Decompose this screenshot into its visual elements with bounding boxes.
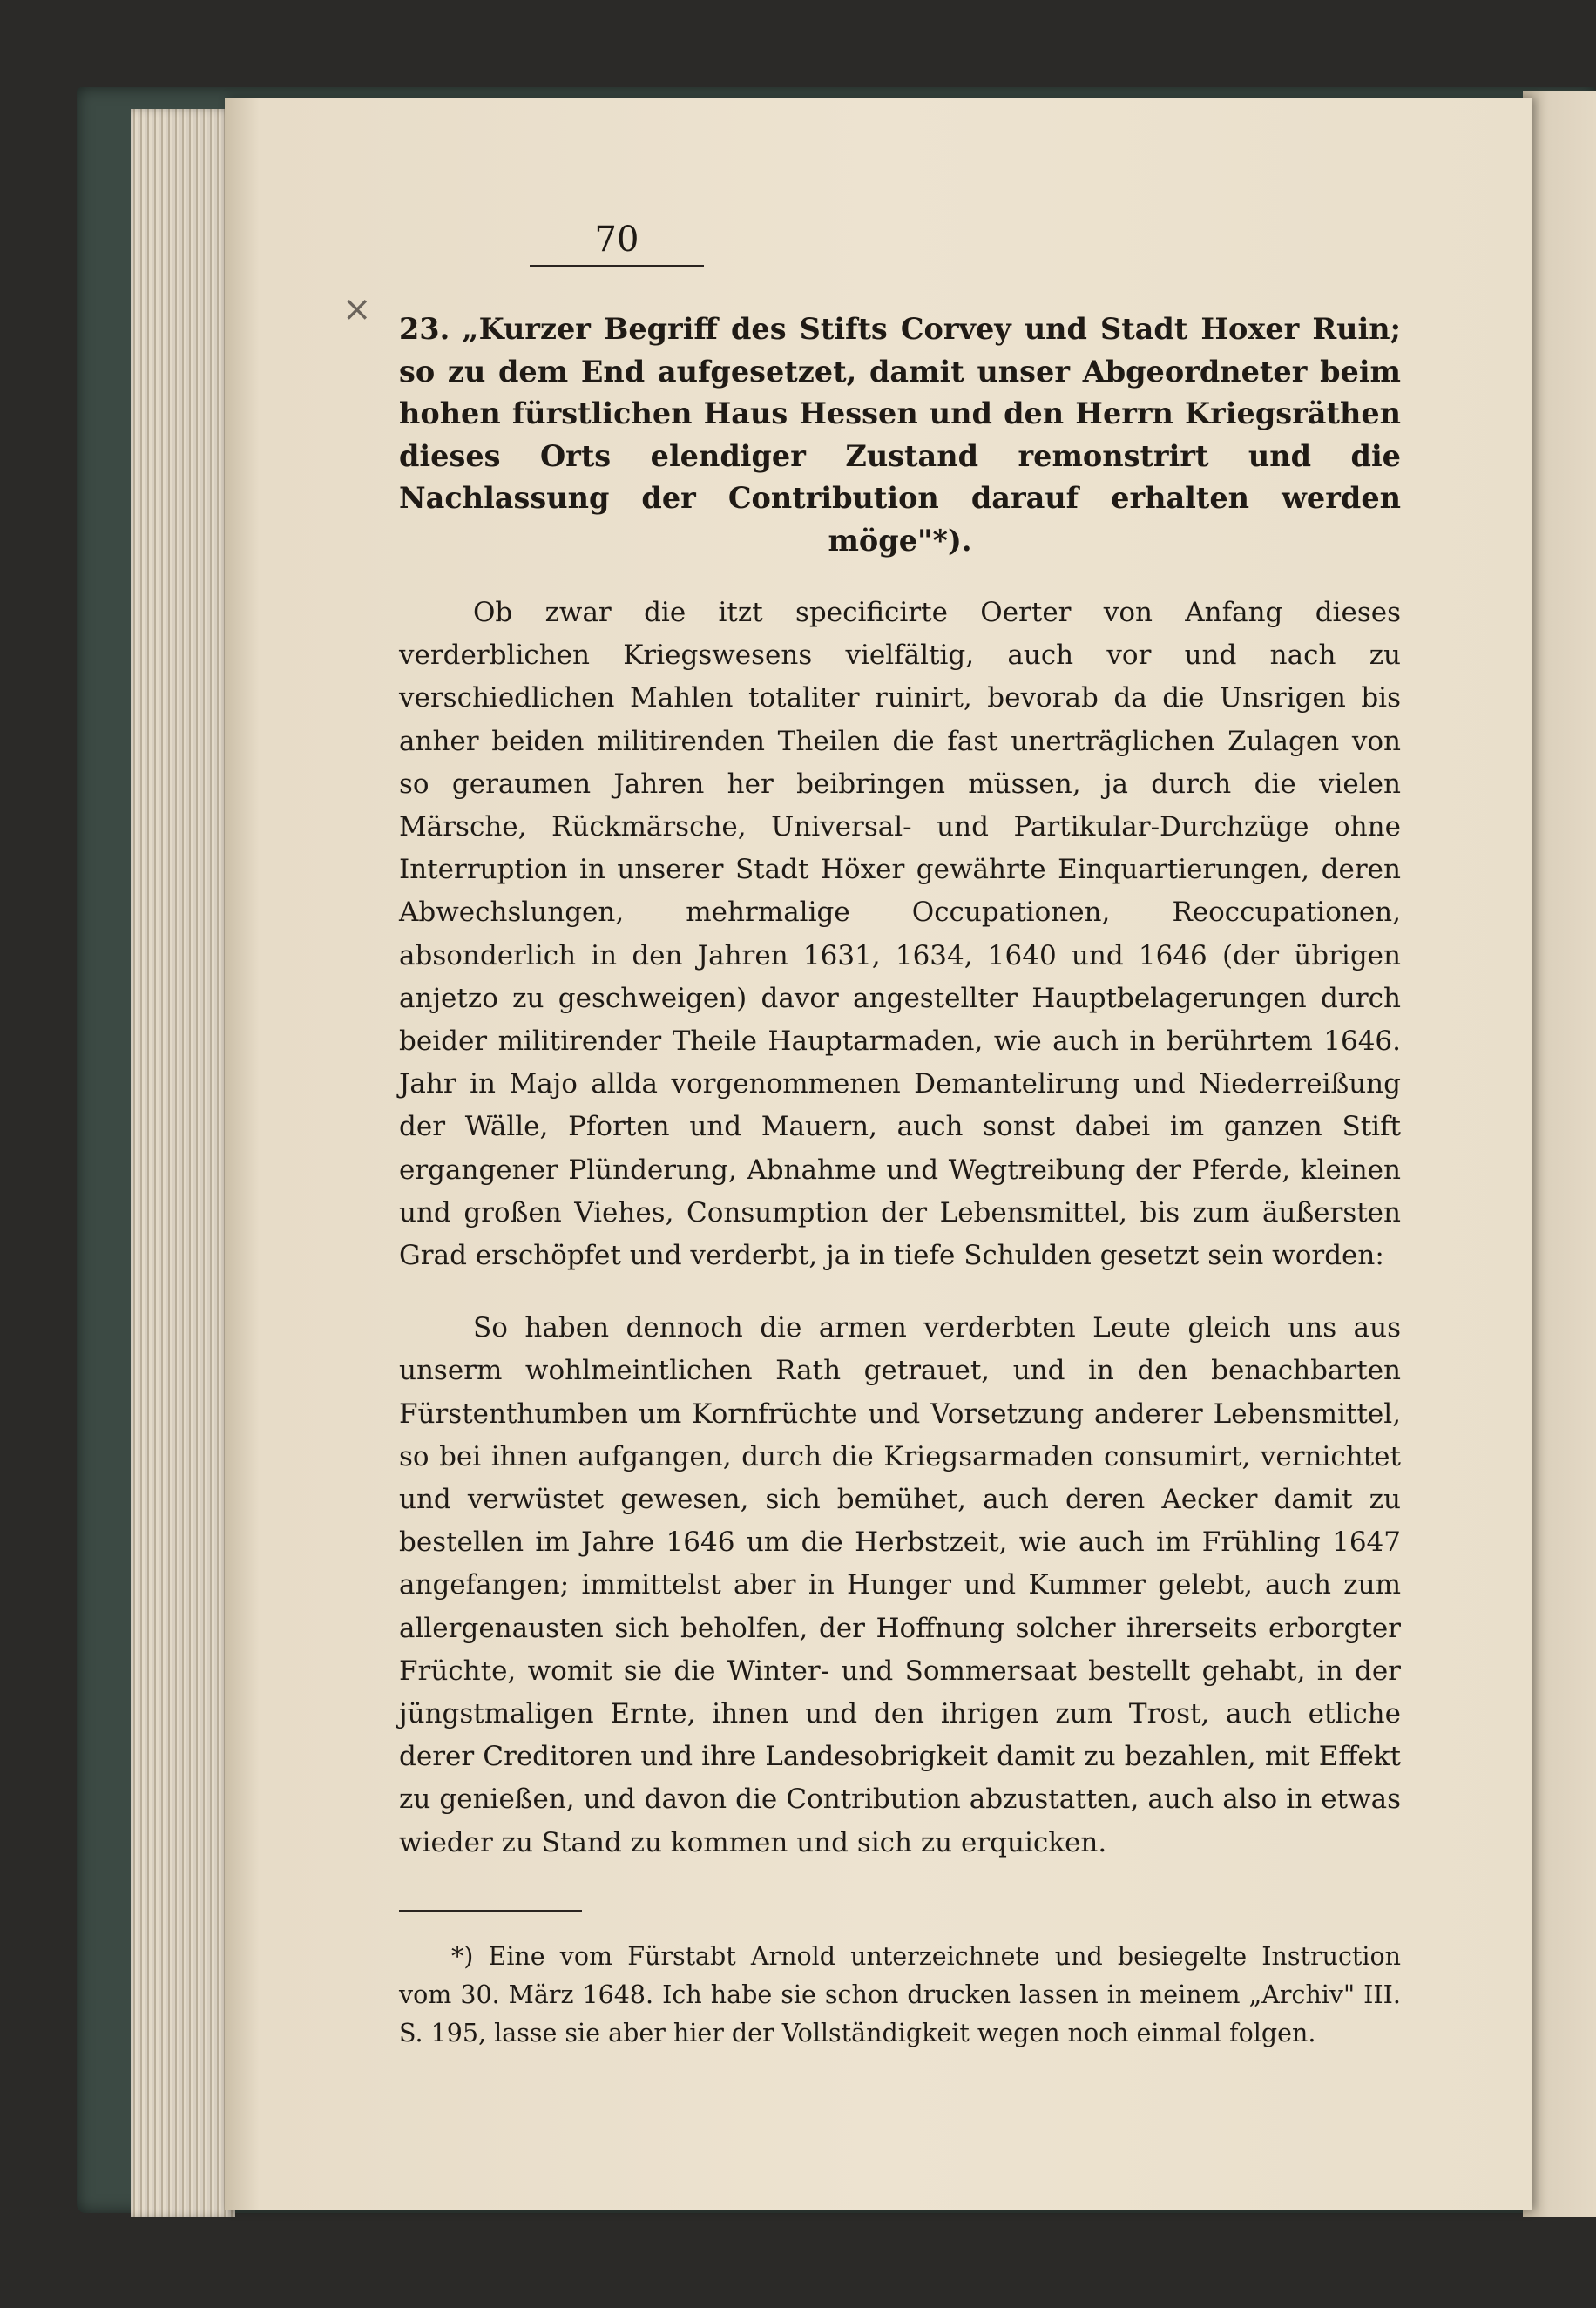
paragraph-2: So haben dennoch die armen verderbten Leute gleich uns aus unserm wohlmeintlichen Rath getrauet, und in den benachbarten Fürstenthumben um Kornfrüchte und Vorsetzung anderer Lebensmittel, so bei ihnen aufgangen, durch die Kriegsarmaden consumirt, vernichtet und verwüstet gewesen, sich bemühet, auch deren Aecker damit zu bestellen im Jahre 1646 um die Herbstzeit, wie auch im Frühling 1647 angefangen; immittelst aber in Hunger und Kummer gelebt, auch zum allergenausten sich beholfen, der Hoffnung solcher ihrerseits erborgter Früchte, womit sie die Winter- und Sommersaat bestellt gehabt, in der jüngstmaligen Ernte, ihnen und den ihrigen zum Trost, auch etliche derer Creditoren und ihre Landesobrigkeit damit zu bezahlen, mit Effekt zu genießen, und davon die Contribution abzustatten, auch also in etwas wieder zu Stand zu kommen und sich zu erquicken. — [399, 1312, 1401, 1858]
section-heading — [399, 308, 1401, 562]
book-page — [225, 98, 1532, 2210]
paragraph-1: Ob zwar die itzt specificirte Oerter von Anfang dieses verderblichen Kriegswesens vielfältig, auch vor und nach zu verschiedlichen Mahlen totaliter ruinirt, bevorab da die Unsrigen bis anher beiden militirenden Theilen die fast unerträglichen Zulagen von so geraumen Jahren her beibringen müssen, ja durch die vielen Märsche, Rückmärsche, Universal- und Partikular-Durchzüge ohne Interruption in unserer Stadt Höxer gewährte Einquartierungen, deren Abwechslungen, mehrmalige Occupationen, Reoccupationen, absonderlich in den Jahren 1631, 1634, 1640 und 1646 (der übrigen anjetzo zu geschweigen) davor angestellter Hauptbelagerungen durch beider militirender Theile Hauptarmaden, wie auch in berührtem 1646. Jahr in Majo allda vorgenommenen Demantelirung und Niederreißung der Wälle, Pforten und Mauern, auch sonst dabei im ganzen Stift ergangener Plünderung, Abnahme und Wegtreibung der Pferde, kleinen und großen Viehes, Consumption der Lebensmittel, bis zum äußersten Grad erschöpfet und verderbt, ja in tiefe Schulden gesetzt sein worden: — [399, 597, 1401, 1272]
facing-page-edge — [1523, 91, 1596, 2217]
footnote: *) Eine vom Fürstabt Arnold unterzeichnete und besiegelte Instruction vom 30. März 1648. Ich habe sie schon drucken lassen in meinem „Archiv" III. S. 195, lasse sie aber hier der Vollständigkeit wegen noch einmal folgen. — [399, 1941, 1401, 2047]
page-content — [399, 220, 1401, 2077]
section-heading-text: „Kurzer Begriff des Stifts Corvey und Stadt Hoxer Ruin; so zu dem End aufgesetzet, damit unser Abgeordneter beim hohen fürstlichen Haus Hessen und den Herrn Kriegsräthen dieses Orts elendiger Zustand remonstrirt und die Nachlassung der Contribution darauf erhalten werden möge"*). — [399, 312, 1401, 558]
page-edges — [131, 109, 235, 2217]
footnote-divider — [399, 1910, 582, 1912]
page-number: 70 — [530, 220, 704, 267]
section-number: 23. — [399, 312, 450, 346]
margin-mark: × — [342, 289, 372, 329]
